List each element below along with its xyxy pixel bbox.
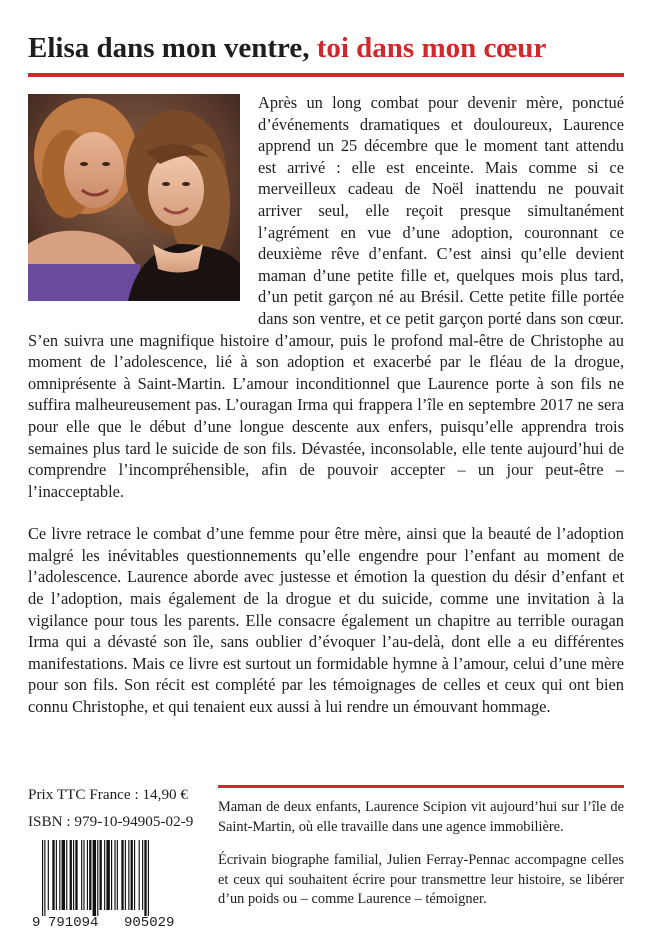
barcode-bar <box>142 840 143 910</box>
barcode-bar <box>139 840 140 910</box>
book-title <box>28 28 546 68</box>
barcode-bar <box>87 840 88 910</box>
barcode-bar <box>121 840 123 910</box>
barcode-bar <box>117 840 118 910</box>
bio-divider <box>218 785 624 788</box>
barcode-bar <box>148 840 149 916</box>
barcode-bar <box>73 840 74 910</box>
barcode-bar <box>75 840 77 910</box>
barcode-bar <box>48 840 49 910</box>
barcode-digits-left: 791094 <box>48 915 99 928</box>
barcode-bar <box>83 840 84 910</box>
barcode-bar <box>128 840 129 910</box>
writer-bio: Écrivain biographe familial, Julien Ferray-Pennac accompagne celles et ceux qui souhaitent écrire pour transmettre leur histoire, se libérer d’un poids ou – comme Laurence – témoigner. <box>218 852 624 908</box>
barcode-bar <box>44 840 45 916</box>
author-bios <box>218 798 624 910</box>
price-label: Prix TTC France : 14,90 € <box>28 786 189 803</box>
barcode-bar <box>81 840 82 910</box>
barcode-bar <box>66 840 67 910</box>
isbn-label: ISBN : 979-10-94905-02-9 <box>28 813 194 830</box>
barcode-bar <box>42 840 43 916</box>
barcode-bar <box>93 840 96 916</box>
barcode-bar <box>89 840 91 910</box>
summary-paragraph-2: Ce livre retrace le combat d’une femme pour être mère, ainsi que la beauté de l’adoption malgré les inévitables questionnements qu’elle engendre pour l’enfant au moment de l’adolescence. Laurence aborde avec justesse et émotion la question du désir d’enfant et de l’adoption, mais également de la drogue et du suicide, comme une invitation à la vigilance pour tous les parents. Elle consacre également un chapitre au terrible ouragan Irma qui a dévasté son île, sans oublier d’évoquer l’au-delà, dont elle a eu différentes manifestations. Mais ce livre est surtout un formidable hymne à l’amour, celui d’une mère pour son fils. Son récit est complété par les témoignages de celles et ceux qui ont bien connu Christophe, et qui tenaient eux aussi à lui rendre un émouvant hommage. <box>28 524 624 717</box>
barcode-bar <box>144 840 146 916</box>
barcode-bar <box>106 840 109 910</box>
barcode-bar <box>131 840 133 910</box>
title-part-black: Elisa dans mon ventre, <box>28 32 310 64</box>
book-summary <box>28 92 624 718</box>
barcode-bar <box>114 840 115 910</box>
barcode-bar <box>97 840 98 916</box>
isbn-barcode <box>28 838 198 928</box>
author-bio: Maman de deux enfants, Laurence Scipion vit aujourd’hui sur l’île de Saint-Martin, où elle travaille dans une agence immobilière. <box>218 799 624 835</box>
barcode-digit-first: 9 <box>32 915 41 928</box>
barcode-bar <box>56 840 57 910</box>
barcode-bar <box>134 840 135 910</box>
barcode-bar <box>59 840 60 910</box>
barcode-bar <box>70 840 72 910</box>
barcode-digits-right: 905029 <box>124 915 175 928</box>
title-part-red: toi dans mon cœur <box>316 32 547 64</box>
barcode-bar <box>100 840 102 910</box>
summary-paragraph-1: Après un long combat pour devenir mère, ponctué d’événements dramatiques et douloureux, Laurence apprend un 25 décembre que le moment tant attendu est arrivé : elle est enceinte. Mais comme si ce merveilleux cadeau de Noël inattendu ne pouvait arriver seul, elle reçoit presque simultanément l’agrément en vue d’une adoption, couronnant ce deuxième rêve d’enfant. C’est ainsi qu’elle devient maman d’une petite fille et, quelques mois plus tard, d’un petit garçon né au Brésil. Cette petite fille portée dans son ventre, et ce petit garçon porté dans son cœur. S’en suivra une magnifique histoire d’amour, puis le profond mal-être de Christophe au moment de l’adolescence, lié à son adoption et exacerbé par le fléau de la drogue, omniprésente à Saint-Martin. L’amour inconditionnel que Laurence porte à son fils ne suffira malheureusement pas. L’ouragan Irma qui frappera l’île en septembre 2017 ne sera pour elle que le début d’une longue descente aux enfers, puisqu’elle apprendra trois semaines plus tard le suicide de son fils. Dévastée, inconsolable, elle tente aujourd’hui de comprendre l’incompréhensible, afin de pouvoir accepter – un jour peut-être – l’inacceptable. <box>28 93 624 501</box>
title-divider <box>28 73 624 77</box>
barcode-bar <box>52 840 54 910</box>
barcode-bar <box>111 840 112 910</box>
barcode-bar <box>104 840 105 910</box>
photo-spacer <box>28 92 258 320</box>
barcode-bar <box>125 840 126 910</box>
barcode-bars <box>42 840 149 916</box>
barcode-bar <box>62 840 65 910</box>
